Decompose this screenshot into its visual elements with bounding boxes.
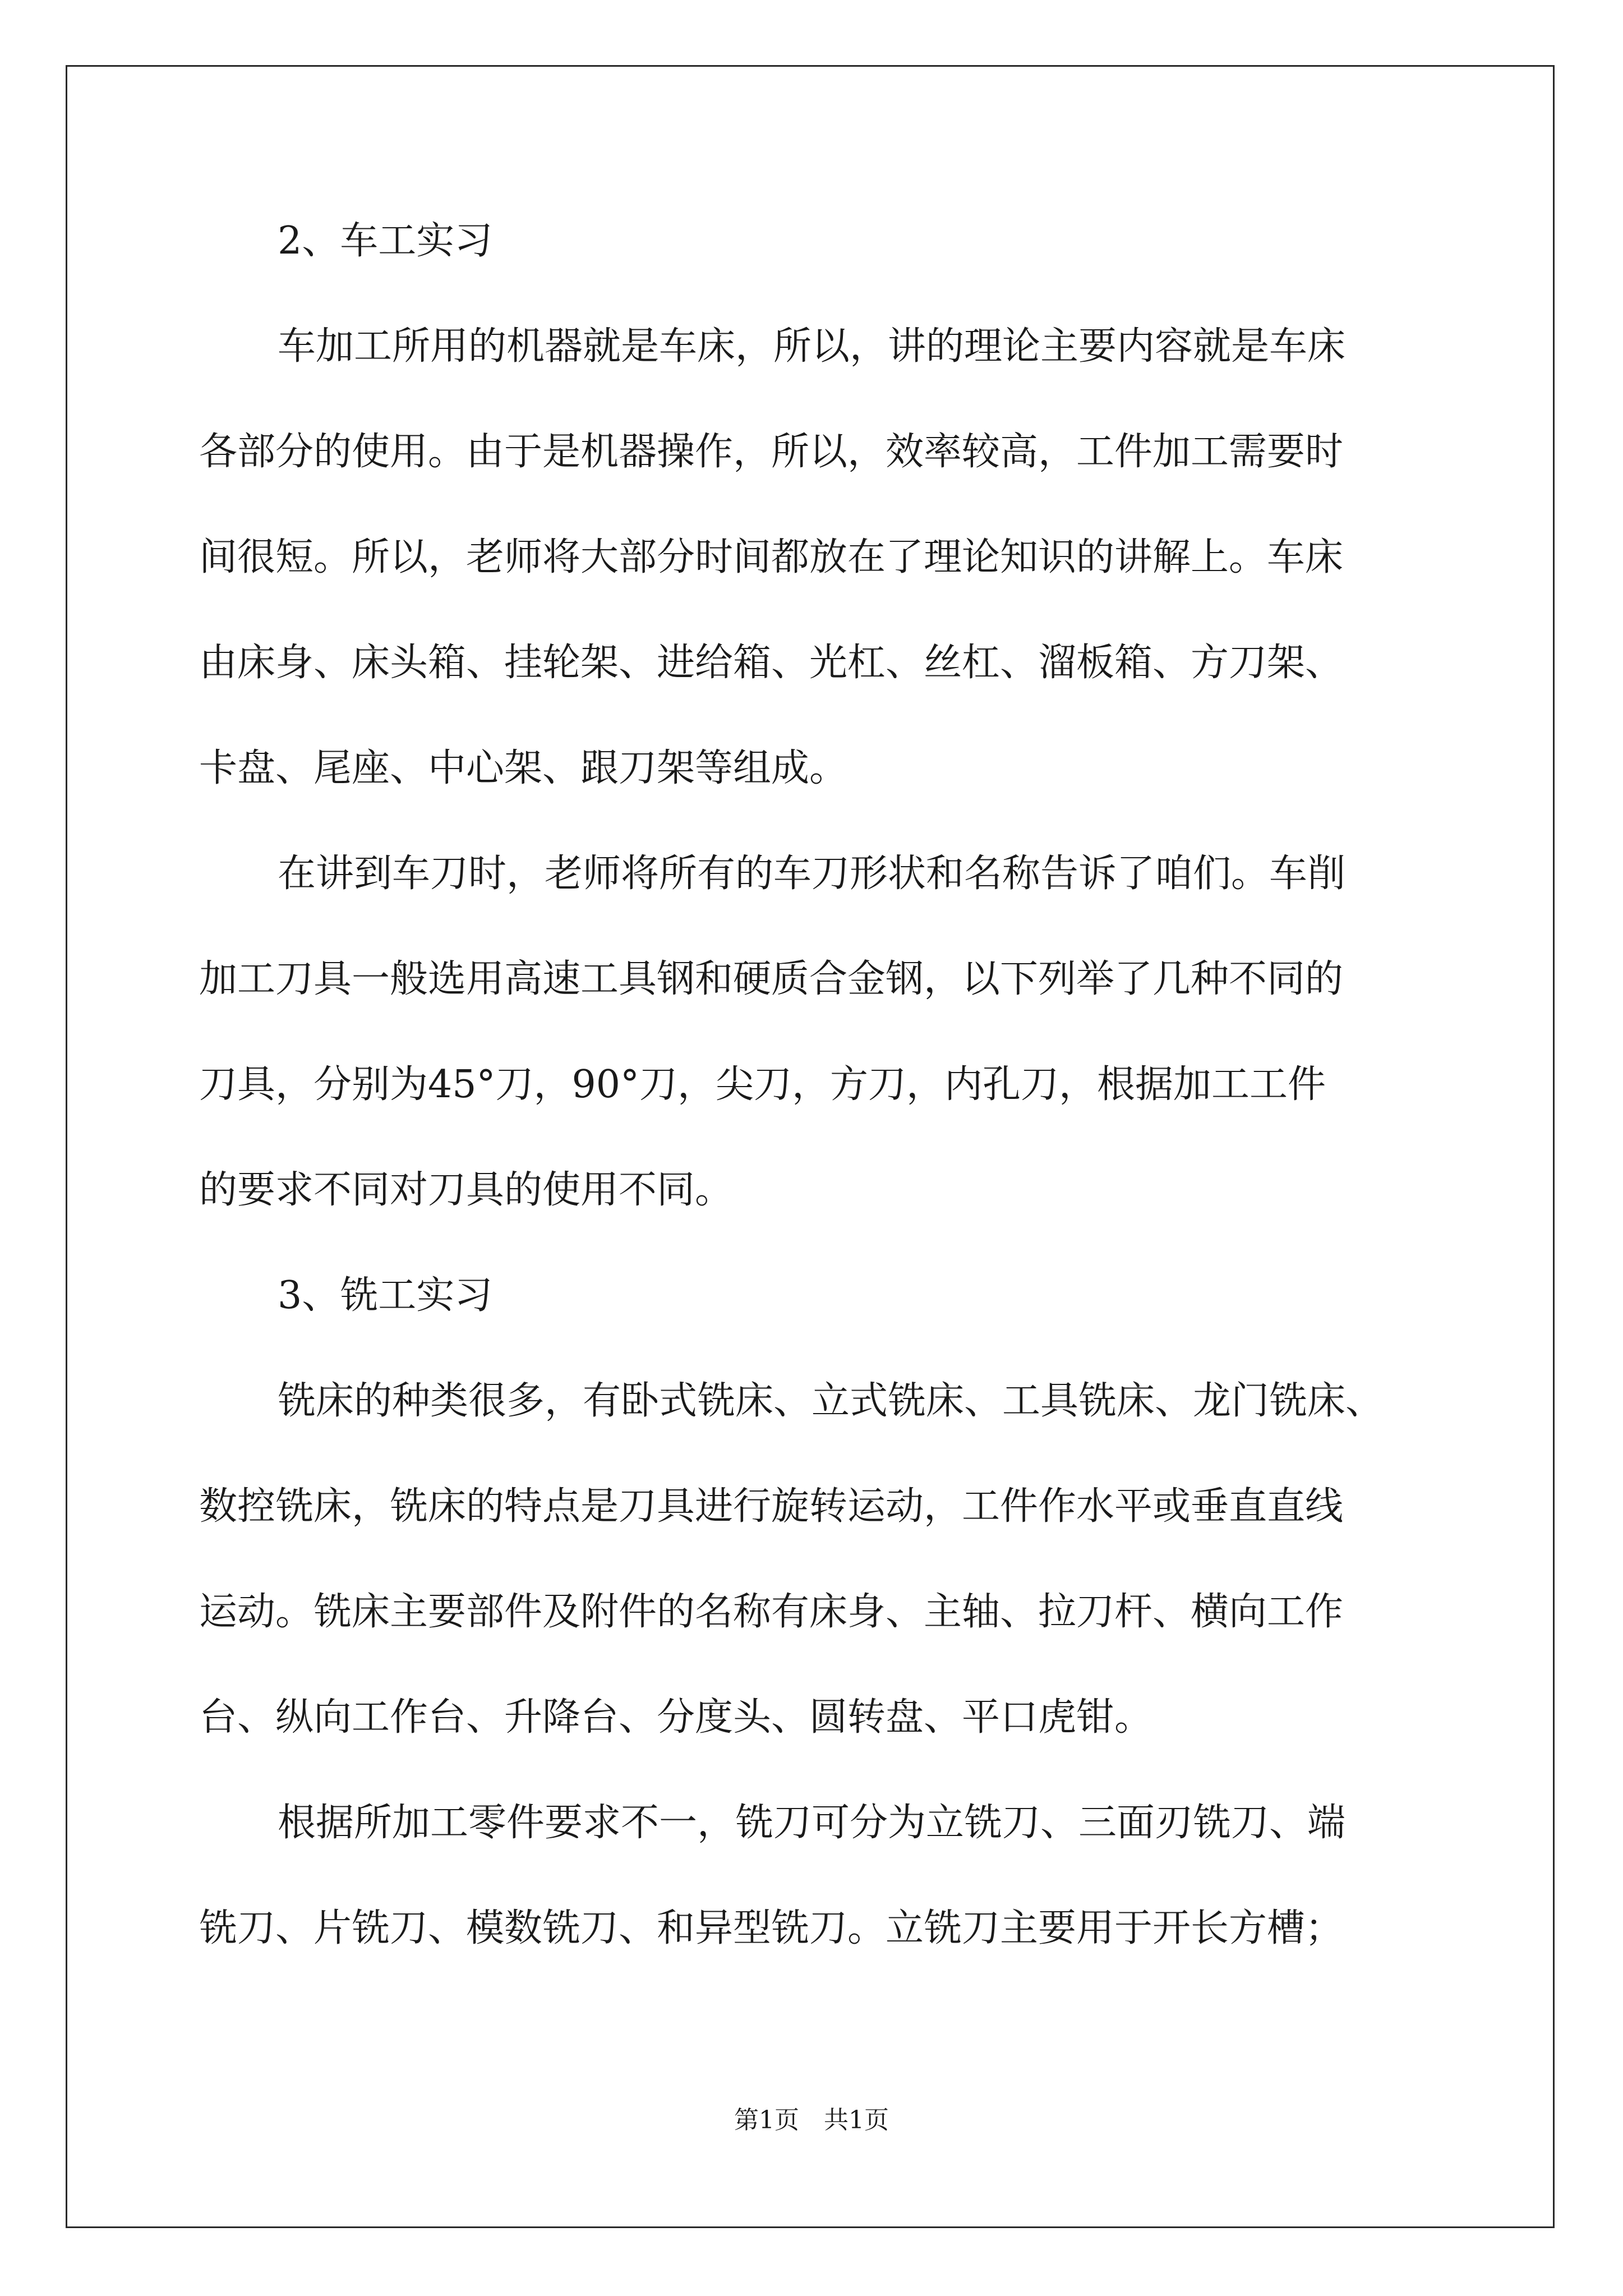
- text-line: 的要求不同对刀具的使用不同。: [199, 1168, 734, 1212]
- text-line: 铣床的种类很多，有卧式铣床、立式铣床、工具铣床、龙门铣床、: [278, 1379, 1384, 1423]
- text-line: 卡盘、尾座、中心架、跟刀架等组成。: [199, 746, 848, 790]
- section-heading-turning: 2、车工实习: [278, 219, 493, 263]
- text-line: 由床身、床头箱、挂轮架、进给箱、光杠、丝杠、溜板箱、方刀架、: [199, 641, 1344, 685]
- text-line: 台、纵向工作台、升降台、分度头、圆转盘、平口虎钳。: [199, 1695, 1153, 1740]
- text-line: 运动。铣床主要部件及附件的名称有床身、主轴、拉刀杆、横向工作: [199, 1590, 1344, 1634]
- page-number-footer: 第1页 共1页: [734, 2106, 889, 2134]
- text-line: 车加工所用的机器就是车床，所以，讲的理论主要内容就是车床: [278, 324, 1346, 369]
- text-line: 加工刀具一般选用高速工具钢和硬质合金钢，以下列举了几种不同的: [199, 957, 1344, 1001]
- section-heading-milling: 3、铣工实习: [278, 1273, 493, 1318]
- text-line: 各部分的使用。由于是机器操作，所以，效率较高，工件加工需要时: [199, 430, 1344, 474]
- text-line: 铣刀、片铣刀、模数铣刀、和异型铣刀。立铣刀主要用于开长方槽；: [199, 1906, 1344, 1950]
- text-line: 间很短。所以，老师将大部分时间都放在了理论知识的讲解上。车床: [199, 535, 1344, 579]
- text-line: 根据所加工零件要求不一，铣刀可分为立铣刀、三面刃铣刀、端: [278, 1801, 1346, 1845]
- text-line: 刀具，分别为45°刀，90°刀，尖刀，方刀，内孔刀，根据加工工件: [199, 1062, 1326, 1107]
- text-line: 在讲到车刀时，老师将所有的车刀形状和名称告诉了咱们。车削: [278, 852, 1346, 896]
- text-line: 数控铣床，铣床的特点是刀具进行旋转运动，工件作水平或垂直直线: [199, 1484, 1344, 1529]
